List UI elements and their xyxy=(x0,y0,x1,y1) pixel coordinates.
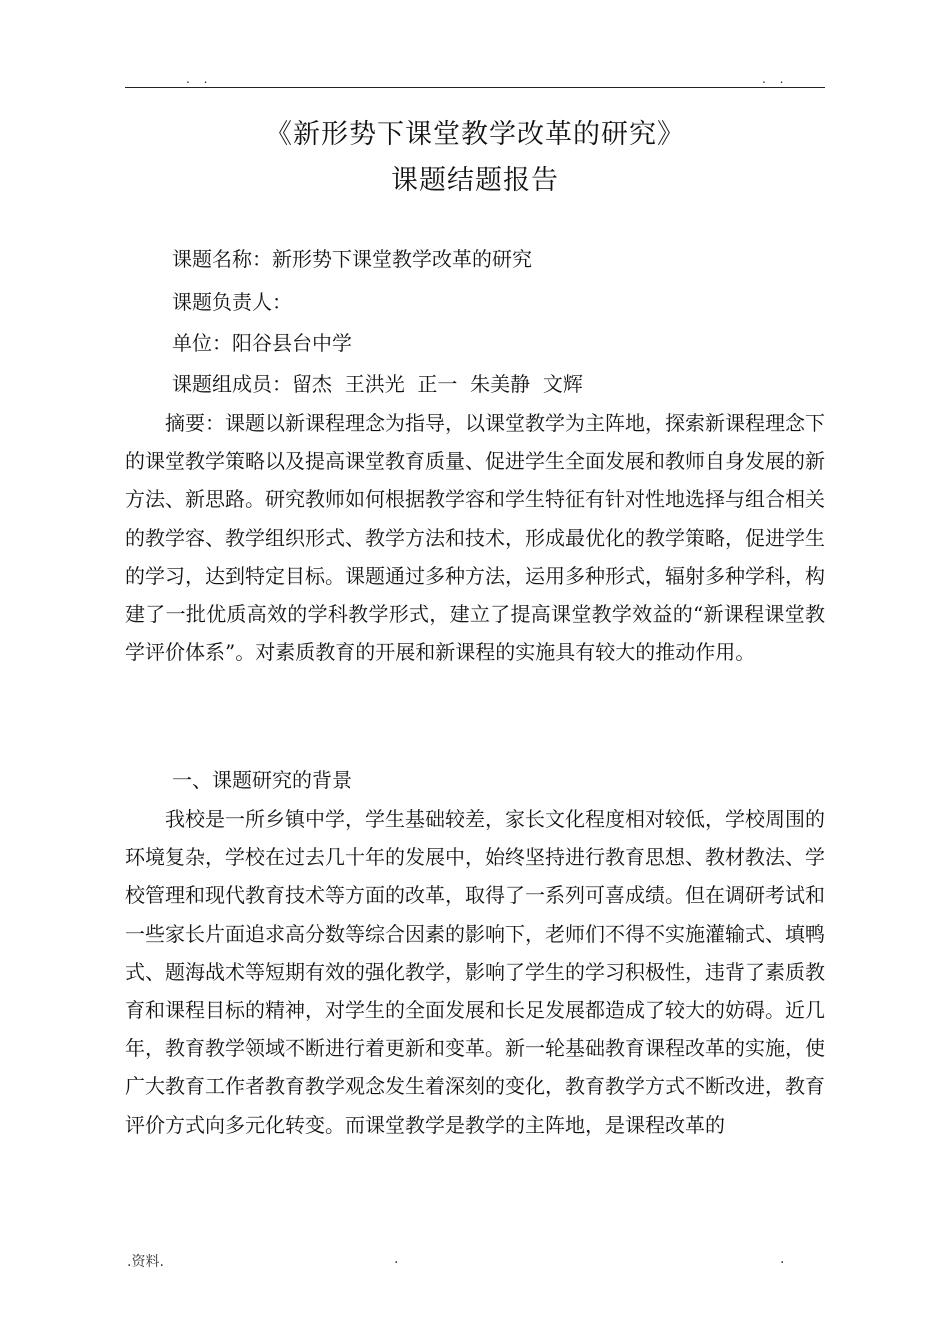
header-right-dots: . . xyxy=(762,72,789,86)
footer-center: . xyxy=(394,1251,399,1267)
title-line-1: 《新形势下课堂教学改革的研究》 xyxy=(265,119,685,150)
section-1-body: 我校是一所乡镇中学，学生基础较差，家长文化程度相对较低，学校周围的环境复杂，学校在过去几十年的发展中，始终坚持进行教育思想、教材教法、学校管理和现代教育技术等方面的改革，取得了一系列可喜成绩。但在调研考试和一些家长片面追求高分数等综合因素的影响下，老师们不得不实施灌输式、填鸭式、题海战术等短期有效的强化教学，影响了学生的学习积极性，违背了素质教育和课程目标的精神，对学生的全面发展和长足发展都造成了较大的妨碍。近几年，教育教学领域不断进行着更新和变革。新一轮基础教育课程改革的实施，使广大教育工作者教育教学观念发生着深刻的变化，教育教学方式不断改进，教育评价方式向多元化转变。而课堂教学是教学的主阵地，是课程改革的 xyxy=(125,807,825,1137)
topic-unit: 单位：阳谷县台中学 xyxy=(172,331,352,355)
topic-leader: 课题负责人： xyxy=(172,290,292,314)
topic-name: 课题名称：新形势下课堂教学改革的研究 xyxy=(172,247,532,271)
footer-right: . xyxy=(780,1251,785,1267)
header-left-dots: . . xyxy=(186,72,213,86)
footer-left: .资料. xyxy=(127,1254,164,1270)
header-rule xyxy=(125,87,825,88)
title-line-2: 课题结题报告 xyxy=(391,165,559,196)
abstract-paragraph: 摘要：课题以新课程理念为指导，以课堂教学为主阵地，探索新课程理念下的课堂教学策略以及提高课堂教育质量、促进学生全面发展和教师自身发展的新方法、新思路。研究教师如何根据教学容和学生特征有针对性地选择与组合相关的教学容、教学组织形式、教学方法和技术，形成最优化的教学策略，促进学生的学习，达到特定目标。课题通过多种方法，运用多种形式，辐射多种学科，构建了一批优质高效的学科教学形式，建立了提高课堂教学效益的“新课程课堂教学评价体系”。对素质教育的开展和新课程的实施具有较大的推动作用。 xyxy=(125,411,825,665)
topic-members: 课题组成员：留杰 王洪光 正一 朱美静 文辉 xyxy=(172,372,583,396)
section-1-heading: 一、课题研究的背景 xyxy=(172,768,352,792)
